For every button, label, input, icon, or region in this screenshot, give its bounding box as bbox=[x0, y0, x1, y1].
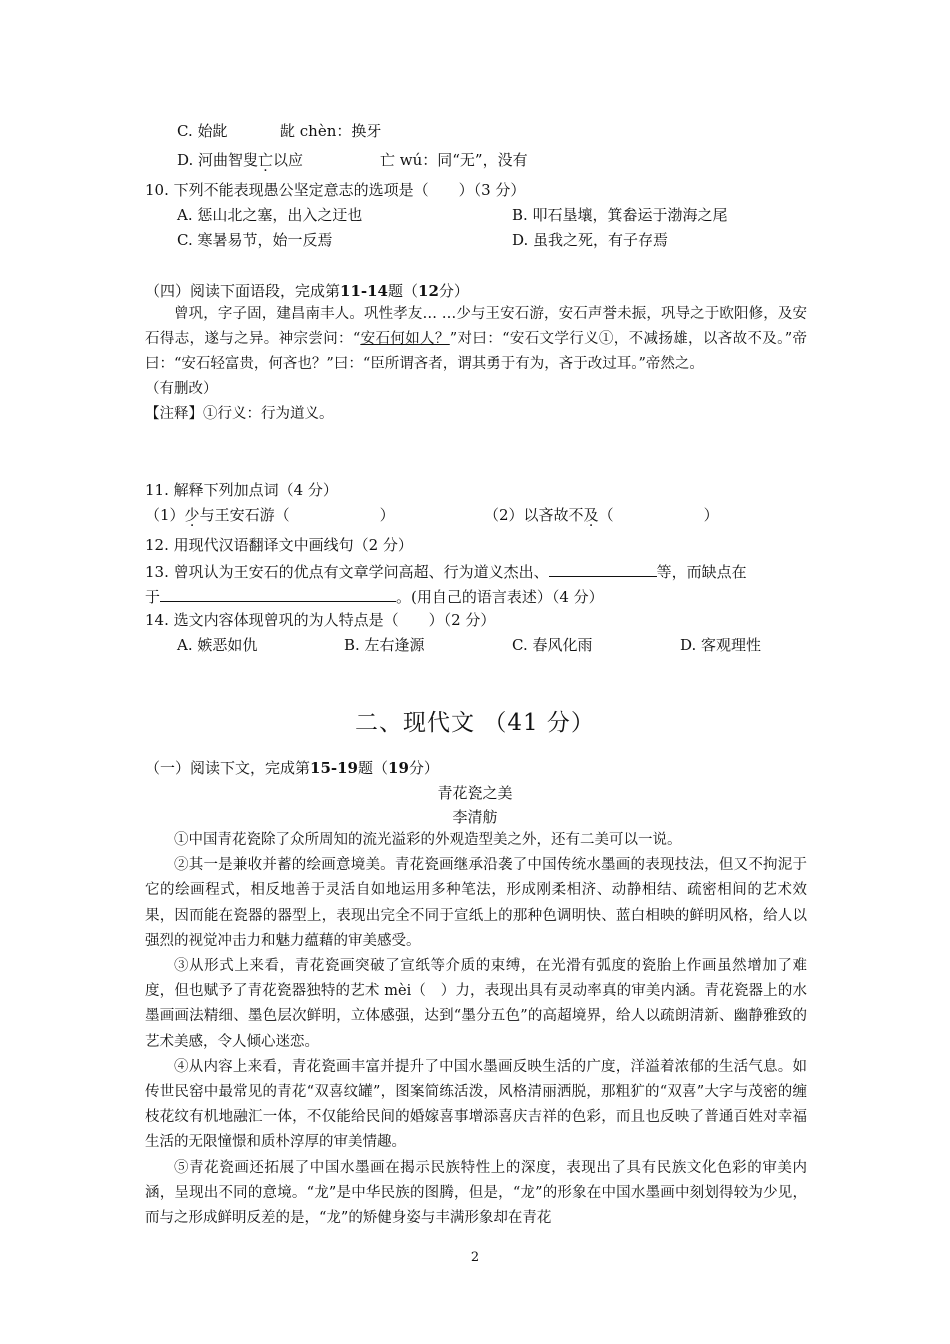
q9-option-c-note: 龀 chèn：换牙 bbox=[280, 122, 382, 140]
underlined-sentence: 安石何如人？ bbox=[360, 331, 450, 347]
article-title: 青花瓷之美 bbox=[437, 784, 513, 802]
annotation: 【注释】①行义：行为道义。 bbox=[145, 406, 334, 422]
q9-option-d-note: 亡 wú：同“无”，没有 bbox=[380, 151, 528, 169]
article-paragraph-5: ⑤青花瓷画还拓展了中国水墨画在揭示民族特性上的深度，表现出了具有民族文化色彩的审美内涵，呈现出不同的意境。“龙”是中华民族的图腾，但是，“龙”的形象在中国水墨画中刻划得较为少见，而与之形成鲜明反差的是，“龙”的矫健身姿与丰满形象却在青花 bbox=[145, 1159, 807, 1227]
section4-passage bbox=[145, 302, 807, 427]
article-paragraph-1: ①中国青花瓷除了众所周知的流光溢彩的外观造型美之外，还有二美可以一说。 bbox=[174, 832, 682, 848]
q14-option-b: B. 左右逢源 bbox=[344, 636, 425, 654]
q10-stem: 10. 下列不能表现愚公坚定意志的选项是（ ）（3 分） bbox=[145, 181, 526, 199]
q10-option-b: B. 叩石垦壤，箕畚运于渤海之尾 bbox=[512, 206, 728, 224]
q13-answer-blank-1[interactable] bbox=[549, 560, 657, 577]
q10-option-a: A. 惩山北之塞，出入之迂也 bbox=[177, 206, 363, 224]
q13-line2: 于 。(用自己的语言表述）（4 分） bbox=[145, 585, 604, 607]
q13-line1: 13. 曾巩认为王安石的优点有文章学问高超、行为道义杰出、 等，而缺点在 bbox=[145, 560, 747, 582]
edit-note: （有删改） bbox=[145, 381, 218, 397]
passage-paragraph: 曾巩，字子固，建昌南丰人。巩性孝友… …少与王安石游，安石声誉未振，巩导之于欧阳修，及安石得志，遂与之异。神宗尝问：“安石何如人？”对曰：“安石文学行义①，不减扬雄，以吝故不及。”帝曰：“安石轻富贵，何吝也？”曰：“臣所谓吝者，谓其勇于有为，吝于改过耳。”帝然之。 bbox=[145, 306, 807, 372]
q11-item1: （1）少与王安石游（ ） bbox=[145, 506, 395, 524]
page-number: 2 bbox=[470, 1250, 480, 1265]
q13-answer-blank-2[interactable] bbox=[160, 585, 396, 602]
part2-title: 二、现代文 （41 分） bbox=[355, 710, 595, 736]
q9-option-d: D. 河曲智叟亡以应 bbox=[177, 151, 304, 169]
q11-stem: 11. 解释下列加点词（4 分） bbox=[145, 481, 338, 499]
article-paragraph-3: ③从形式上来看，青花瓷画突破了宣纸等介质的束缚，在光滑有弧度的瓷胎上作画虽然增加了难度，但也赋予了青花瓷器独特的艺术 mèi（ ）力，表现出具有灵动率真的审美内涵。青花瓷器上的水墨画画法精细、墨色层次鲜明，立体感强，达到“墨分五色”的高超境界，给人以疏朗清新、幽静雅致的艺术美感，令人倾心迷恋。 bbox=[145, 958, 807, 1050]
article-paragraph-4: ④从内容上来看，青花瓷画丰富并提升了中国水墨画反映生活的广度，洋溢着浓郁的生活气息。如传世民窑中最常见的青花“双喜纹罐”，图案简练活泼，风格清丽洒脱，那粗犷的“双喜”大字与茂密的缠枝花纹有机地融汇一体，不仅能给民间的婚嫁喜事增添喜庆吉祥的色彩，而且也反映了普通百姓对幸福生活的无限憧憬和质朴淳厚的审美情趣。 bbox=[145, 1058, 807, 1151]
q14-option-c: C. 春风化雨 bbox=[512, 636, 593, 654]
q14-option-d: D. 客观理性 bbox=[680, 636, 762, 654]
q10-option-d: D. 虽我之死，有子存焉 bbox=[512, 231, 669, 249]
q14-option-a: A. 嫉恶如仇 bbox=[177, 636, 258, 654]
article-author: 李清舫 bbox=[452, 808, 498, 826]
q12-stem: 12. 用现代汉语翻译文中画线句（2 分） bbox=[145, 536, 413, 554]
section4-heading: （四）阅读下面语段，完成第11-14题（12分） bbox=[145, 282, 469, 300]
q10-option-c: C. 寒暑易节，始一反焉 bbox=[177, 231, 333, 249]
q9-option-c: C. 始龀 bbox=[177, 122, 228, 140]
article-paragraph-2: ②其一是兼收并蓄的绘画意境美。青花瓷画继承沿袭了中国传统水墨画的表现技法，但又不拘泥于它的绘画程式，相反地善于灵活自如地运用多种笔法，形成刚柔相济、动静相结、疏密相间的艺术效果，因而能在瓷器的器型上，表现出完全不同于宣纸上的那种色调明快、蓝白相映的鲜明风格，给人以强烈的视觉冲击力和魅力蕴藉的审美感受。 bbox=[145, 857, 807, 949]
section1-heading: （一）阅读下文，完成第15-19题（19分） bbox=[145, 759, 439, 777]
q11-item2: （2）以吝故不及（ ） bbox=[484, 506, 719, 524]
q14-stem: 14. 选文内容体现曾巩的为人特点是（ ）（2 分） bbox=[145, 611, 496, 629]
article-body bbox=[145, 828, 807, 1231]
